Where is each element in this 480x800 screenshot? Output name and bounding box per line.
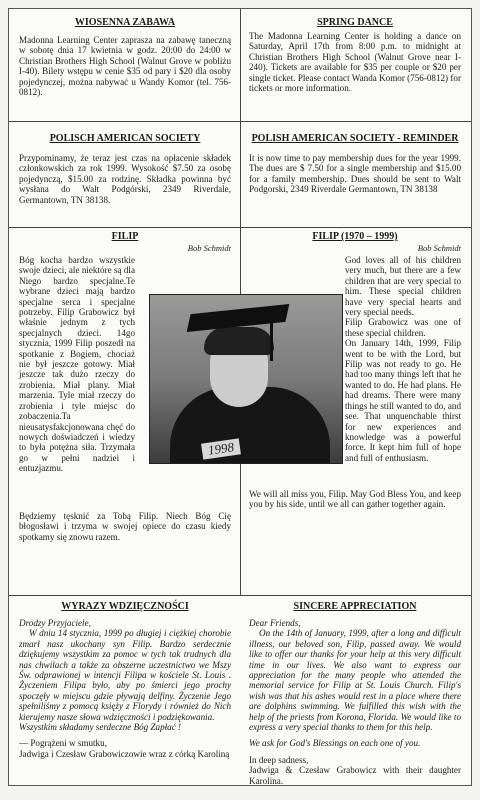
greeting: Dear Friends,: [249, 618, 301, 628]
greeting: Drodzy Przyjaciele,: [19, 618, 91, 628]
section-divider: [9, 121, 471, 122]
closing: In deep sadness,: [249, 754, 309, 765]
polish-society-pl-section: [19, 133, 231, 205]
section-body: On January 14th, 1999, Filip went to be with the Lord, but Filip was not ready to go. He had too many things left that he wanted to do. He had plans. He had dreams. There were many things he still wanted to do, and see. That unquenchable thirst for new experiences and knowledge was a powerful force. It kept him full of hope and full of enthusiasm.: [345, 338, 461, 463]
portrait-hair: [204, 327, 274, 355]
section-body: W dniu 14 stycznia, 1999 po długiej i ciężkiej chorobie zmarł nasz ukochany syn Filip. Bardzo serdecznie dziękujemy wszystkim za pomoc w tych tak trudnych dla nas chwilach a także za obszerne uczestnictwo we Mszy Św. odprawionej w intencji Filipa w kościele St. Louis . Życzeniem Filipa było, aby po śmierci jego prochy spoczęły w miejscu gdzie pływają delfiny. Życzenie Jego spełniliśmy z pomocą księży z Florydy i również do Nich kierujemy nasze słowa wdzięczności i podziękowania.: [19, 628, 231, 722]
thanks-line: Wszystkim składamy serdeczne Bóg Zapłać !: [19, 722, 182, 733]
wiosenna-zabawa-section: [19, 17, 231, 97]
section-closing: Będziemy tęsknić za Tobą Filip. Niech Bóg Cię błogosławi i trzyma w swojej opiece do czasu kiedy spotkamy się znowu razem.: [19, 511, 231, 542]
section-title: WYRAZY WDZIĘCZNOŚCI: [61, 601, 189, 612]
signature: Jadwiga & Czesław Grabowicz with their daughter Karolina.: [249, 765, 461, 786]
section-divider: [9, 595, 471, 596]
newsletter-page: [8, 8, 472, 786]
signature: Jadwiga i Czesław Grabowiczowie wraz z córką Karoliną: [19, 748, 230, 759]
blessing-line: We ask for God's Blessings on each one of you.: [249, 738, 421, 749]
section-title: FILIP (1970 – 1999): [312, 231, 398, 242]
section-body: It is now time to pay membership dues for the year 1999. The dues are $ 7.50 for a single membership and $15.00 for a family membership. Dues should be sent to Walt Podgorski, 2349 Riverdale Germantown, TN 38138: [249, 153, 461, 195]
section-body: The Madonna Learning Center is holding a dance on Saturday, April 17th from 8:00 p.m. to midnight at Christian Brothers High School (Walnut Grove near I-240). Tickets are available for $35 per couple or $20 per single ticket. Please contact Wanda Komor (756-0812) for tickets or more information.: [249, 31, 461, 94]
section-body: On the 14th of January, 1999, after a long and difficult illness, our beloved son, Filip, passed away. We would like to offer our thanks for your help at this very difficult time in our lives. We also want to express our appreciation for the many people who attended the memorial service for Filip at St. Louis Church. Filip's wish was that his ashes would rest in a place where there are dolphins swimming. We fulfilled this wish with the help of the priests from Korona, Florida. We would like to express a very special thanks to them for this help.: [249, 628, 461, 733]
wyrazy-section: [19, 601, 231, 759]
sincere-appreciation-section: [249, 601, 461, 786]
section-title: POLISCH AMERICAN SOCIETY: [49, 133, 201, 144]
section-title: FILIP: [111, 231, 139, 242]
photo-caption: 1998: [201, 438, 241, 459]
section-body: Filip Grabowicz was one of these special children.: [345, 317, 461, 338]
section-closing: We will all miss you, Filip. May God Bless You, and keep you by his side, until we all can gather together again.: [249, 489, 461, 510]
section-body: Madonna Learning Center zaprasza na zabawę taneczną w sobotę dnia 17 kwietnia w godz. 20:00 do 24:00 w Christian Brothers High School (Walnut Grove w pobliżu I-40). Bilety wstępu w cenie $35 od pary i $20 dla osoby pojedynczej, można nabywać u Wandy Komor (tel. 756-0812).: [19, 35, 231, 98]
section-body: Bóg kocha bardzo wszystkie swoje dzieci, ale niektóre są dla Niego bardzo specjalne.Te wybrane dzieci mają bardzo specjalne serca i specjalne potrzeby. Filip Grabowicz był właśnie jednym z tych specjalnych dzieci. 14go stycznia, 1999 Filip poszedł na spotkanie z Bogiem, chociaż nie był jeszcze gotowy. Miał jeszcze tak dużo rzeczy do zrobienia. Miał plany. Miał marzenia. Tyle miał rzeczy do zrobienia i tyle miejsc do zobaczenia.Ta nieusatysfakcjonowana chęć do nowych doświadczeń i wiedzy to była potężna siła. Trzymała go w pełni nadziei i entuzjazmu.: [19, 255, 135, 474]
author: Bob Schmidt: [187, 243, 231, 253]
section-title: SPRING DANCE: [317, 17, 393, 28]
author: Bob Schmidt: [417, 243, 461, 253]
graduation-photo: [149, 294, 343, 464]
section-title: POLISH AMERICAN SOCIETY - REMINDER: [251, 133, 459, 144]
section-divider: [9, 227, 471, 228]
section-title: SINCERE APPRECIATION: [293, 601, 417, 612]
section-body: Przypominamy, że teraz jest czas na opłacenie składek członkowskich za rok 1999. Wysokość $7.50 za osobę pojedynczą, $15.00 za rodzinę. Składka powinna być wysłana do Walt Podgórski, 2349 Riverdale, Germantown, TN 38138.: [19, 153, 231, 205]
tassel-icon: [270, 321, 273, 361]
polish-society-reminder-section: [249, 133, 461, 195]
spring-dance-section: [249, 17, 461, 93]
section-body: God loves all of his children very much, but there are a few children that are very special to him. These special children have very special hearts and very special needs.: [345, 255, 461, 318]
closing: — Pogrążeni w smutku,: [19, 738, 107, 749]
section-title: WIOSENNA ZABAWA: [74, 17, 176, 28]
